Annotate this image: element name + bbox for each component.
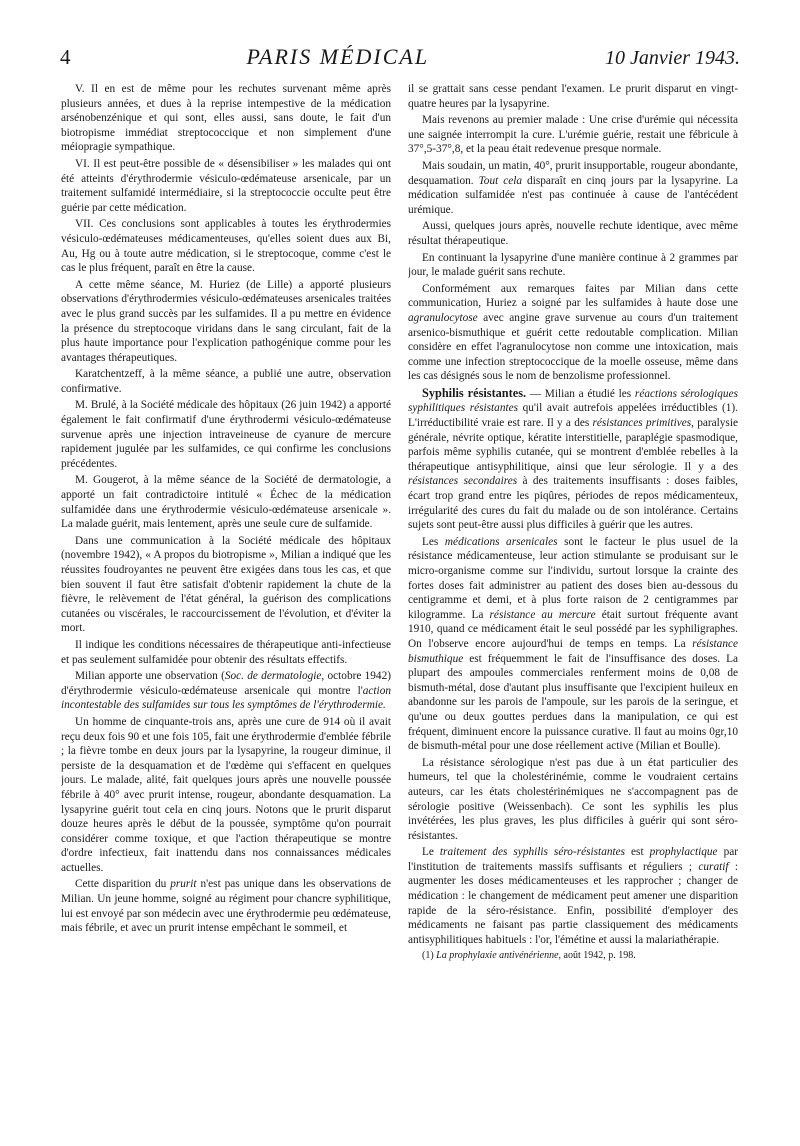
italic-run: résistances secondaires <box>408 475 518 488</box>
text-run: Cette disparition du <box>75 878 171 891</box>
italic-run: Soc. de dermatologie, <box>224 670 325 683</box>
italic-run: résistance bismuthique <box>408 637 738 665</box>
paragraph <box>61 669 391 713</box>
italic-run: curatif <box>698 860 729 873</box>
paragraph: Il indique les conditions nécessaires de thérapeutique anti-infectieuse et pas seulement sulfamidée pour obtenir des résultats effectifs. <box>61 638 391 666</box>
text-run: disparaît en cinq jours par la lysapyrine. La médication sulfamidée n'est pas continuée à cause de l'antécédent urémique. <box>408 174 738 216</box>
paragraph: Dans une communication à la Société médicale des hôpitaux (novembre 1942), « A propos du biotropisme », Milian a indiqué que les réussites foudroyantes ne peuvent être exigées dans tous les cas, et que bien souvent il faut être satisfait d'obtenir rapidement la chute de la fièvre, le relèvement de l'état général, la guérison des complications cutanées ou viscérales, le raccourcissement de l'évolution, et d'éviter la mort. <box>61 534 391 635</box>
paragraph: VI. Il est peut-être possible de « désensibiliser » les malades qui ont été atteints d'érythrodermie vésiculo-œdémateuse arsenicale, par un traitement sulfamidé intermédiaire, si la streptococcie occulte peut être guérie par cette médication. <box>61 157 391 214</box>
paragraph: M. Gougerot, à la même séance de la Société de dermatologie, a apporté un fait contradictoire intitulé « Échec de la médication sulfamidée dans une érythrodermie vésiculo-œdémateuse arsenicale ». La malade guérit, mais lentement, après une seule cure de sulfamide. <box>61 474 391 531</box>
issue-date: 10 Janvier 1943. <box>605 47 740 69</box>
paragraph: En continuant la lysapyrine d'une manière continue à 2 grammes par jour, le malade guérit sans rechute. <box>408 251 738 279</box>
text-run: par l'institution de traitements massifs suffisants et réguliers ; <box>408 846 738 873</box>
paragraph: V. Il en est de même pour les rechutes survenant même après plusieurs années, et dues à la reprise intempestive de la médication arsénobenzénique et qui sont, elles aussi, sans doute, le fait d'un biotropisme immédiat streptococcique et non simplement d'une méiopragie sympathique. <box>61 83 391 154</box>
paragraph <box>61 877 391 935</box>
italic-run: prurit <box>170 878 197 891</box>
italic-run: Tout cela <box>478 174 523 187</box>
paragraph: Un homme de cinquante-trois ans, après une cure de 914 où il avait reçu deux fois 90 et une fois 105, fait une érythrodermie d'emblée fébrile ; la fièvre tombe en deux jours par la lysapyrine, la rougeur diminue, il persiste de la desquamation et de l'œdème qui s'effacent en quelques jours. Le malade, alité, fait quelques jours après une nouvelle poussée fébrile à 40° avec prurit intense, rougeur, abondante desquamation. La lysapyrine guérit tout cela en cinq jours. Notons que le prurit disparut douze heures après le début de la poussée, symptôme qu'on pourrait considérer comme toxique, et que l'action thérapeutique se montre d'ordre infectieux, fait inattendu dans nos connaissances médicales actuelles. <box>61 715 391 874</box>
footnote <box>408 949 738 962</box>
paragraph: La résistance sérologique n'est pas due à un état particulier des humeurs, tel que la cholestérinémie, comme le voudraient certains auteurs, car les états cholestérinémiques ne s'accompagnent pas de sérologie positive (Weissenbach). Ce sont les syphilis les plus invétérées, les plus graves, les plus difficiles à guérir qui sont séro-résistantes. <box>408 756 738 842</box>
italic-run: médications arsenicales <box>444 535 558 548</box>
footnote-marker: (1) <box>422 950 437 962</box>
text-run: avec angine grave survenue au cours d'un traitement arsenico-bismuthique et guérit cette redoutable complication. Milian considère en effet l'agranulocytose non comme une intoxication, mais comme une infection streptococcique de la moelle osseuse, même dans les cas désignés sous le nom de benzolisme professionnel. <box>408 311 738 383</box>
left-column <box>61 82 391 1122</box>
italic-run: traitement des syphilis séro-résistantes <box>439 846 626 859</box>
section-heading: Syphilis résistantes. <box>422 385 527 400</box>
paragraph <box>408 535 738 754</box>
journal-title: PARIS MÉDICAL <box>246 44 430 69</box>
text-run: à des traitements insuffisants : doses faibles, écart trop grand entre les piqûres, périodes de repos médicamenteux, irrégularité des cures du fait du malade ou de son intolérance. Certains sujets sont peut-être aussi plus difficiles à guérir que les autres. <box>408 475 738 532</box>
paragraph: Mais revenons au premier malade : Une crise d'urémie qui nécessita une saignée interrompit la cure. L'urémie guérie, restait une fébricule à 37°,5-37°,8, et la peau était redevenue presque normale. <box>408 114 738 156</box>
paragraph <box>408 282 738 384</box>
text-run: était surtout fréquente avant 1910, quand ce médicament était le seul possédé par les syphiligraphes. On l'observe encore aujourd'hui de temps en temps. La <box>408 608 738 650</box>
footnote-title: La prophylaxie antivénérienne, <box>436 950 562 962</box>
paragraph <box>408 845 738 947</box>
paragraph: M. Brulé, à la Société médicale des hôpitaux (26 juin 1942) a apporté également le fait confirmatif d'une érythrodermi vésiculo-œdémateuse survenue après une injection intraveineuse de cyanure de mercure rapidement jugulée par les sulfamides, ce qui confirme les conclusions précédentes. <box>61 399 391 470</box>
text-run: est <box>625 846 650 859</box>
text-run: Milian apporte une observation ( <box>75 670 225 683</box>
text-run: Les <box>422 535 445 548</box>
text-run: sont le facteur le plus usuel de la résistance médicamenteuse, leur action stimulante se produisant sur le micro-organisme comme sur l'individu, surtout lorsque la crainte des fortes doses fait administrer au patient des doses bien au-dessous du centigramme et demi, et à plus forte raison de 2 centigrammes par kilogramme. La <box>408 535 738 621</box>
italic-run: réactions sérologiques syphilitiques résistantes <box>408 387 738 415</box>
paragraph: Aussi, quelques jours après, nouvelle rechute identique, avec même résultat thérapeutique. <box>408 220 738 247</box>
italic-run: résistance au mercure <box>489 608 596 621</box>
italic-run: résistances primitives, <box>592 417 694 430</box>
paragraph: Karatchentzeff, à la même séance, a publié une autre, observation confirmative. <box>61 368 391 395</box>
text-run: paralysie générale, névrite optique, kératite interstitielle, paraplégie spasmodique, parfois même syphilis cutanée, qui se montrent d'emblée rebelles à la thérapeutique antisyphilitique, ainsi que leur sérologie. Il y a des <box>408 417 738 473</box>
text-run: qu'il avait autrefois appelées irréductibles (1). L'irréductibilité vraie est rare. Il y a des <box>408 402 738 430</box>
text-run: Conformément aux remarques faites par Milian dans cette communication, Huriez a soigné par les sulfamides à haute dose une <box>408 282 738 310</box>
text-run: est fréquemment le fait de l'insuffisance des doses. La plupart des ampoules commerciales renferment moins de 0,08 de bismuth-métal, dose d'autant plus insuffisante que l'excipient huileux en abandonne sur les parois de l'ampoule, sur les parois de la seringue, et qu'une ou deux gouttes perdues dans la manipulation, ce qui est fréquent, diminuent encore la puissance curative. Il faut au moins 0gr,10 de bismuth-métal pour une dose réellement active (Milian et Boulle). <box>408 652 738 753</box>
paragraph: VII. Ces conclusions sont applicables à toutes les érythrodermies vésiculo-œdémateuses médicamenteuses, qu'elles soient dues aux Bi, Au, Hg ou à toute autre médication, si le streptocoque, comme c'est le cas le plus fréquent, paraît en être la cause. <box>61 218 391 275</box>
text-run: octobre 1942) d'érythrodermie vésiculo-œdémateuse arsenicale qui montre l' <box>61 670 391 697</box>
text-run: n'est pas unique dans les observations de Milian. Un jeune homme, soigné au régiment pour chancre syphilitique, lui est envoyé par son médecin avec une érythrodermie peu œdémateuse, mais fébrile, et avec un prurit intense empêchant le sommeil, et <box>61 878 391 935</box>
italic-run: agranulocytose <box>408 311 478 324</box>
italic-run: prophylactique <box>649 846 718 859</box>
page-number: 4 <box>60 45 71 69</box>
paragraph <box>408 159 738 217</box>
text-run: Le <box>422 846 440 859</box>
paragraph: A cette même séance, M. Huriez (de Lille) a apporté plusieurs observations d'érythrodermies vésiculo-œdémateuses arsenicales traitées avec le plus grand succès par les sulfamides. Il a pu mettre en évidence la présence du streptocoque viridans dans le sang circulant, fait de la plus haute importance pour l'explication pathogénique comme pour les avantages thérapeutiques. <box>61 278 391 364</box>
paragraph: il se grattait sans cesse pendant l'examen. Le prurit disparut en vingt-quatre heures par la lysapyrine. <box>408 83 738 110</box>
section-paragraph <box>408 386 738 533</box>
right-column <box>408 82 738 1122</box>
text-run: — Milian a étudié les <box>526 387 635 400</box>
page-header <box>60 44 740 80</box>
italic-run: action incontestable des sulfamides sur tous les symptômes de l'érythrodermie. <box>61 684 391 712</box>
text-run: : augmenter les doses médicamenteuses et les rapprocher ; changer de médication : le changement de médicament peut amener une disparition rapide de la séro-résistance. Enfin, possibilité d'employer des médicaments ne faisant pas partie classiquement des médicaments antisyphilitiques habituels : l'or, l'émétine et aussi la malariathérapie. <box>408 860 738 946</box>
footnote-ref: août 1942, p. 198. <box>561 950 636 962</box>
text-run: Mais soudain, un matin, 40°, prurit insupportable, rougeur abondante, desquamation. <box>408 159 738 187</box>
